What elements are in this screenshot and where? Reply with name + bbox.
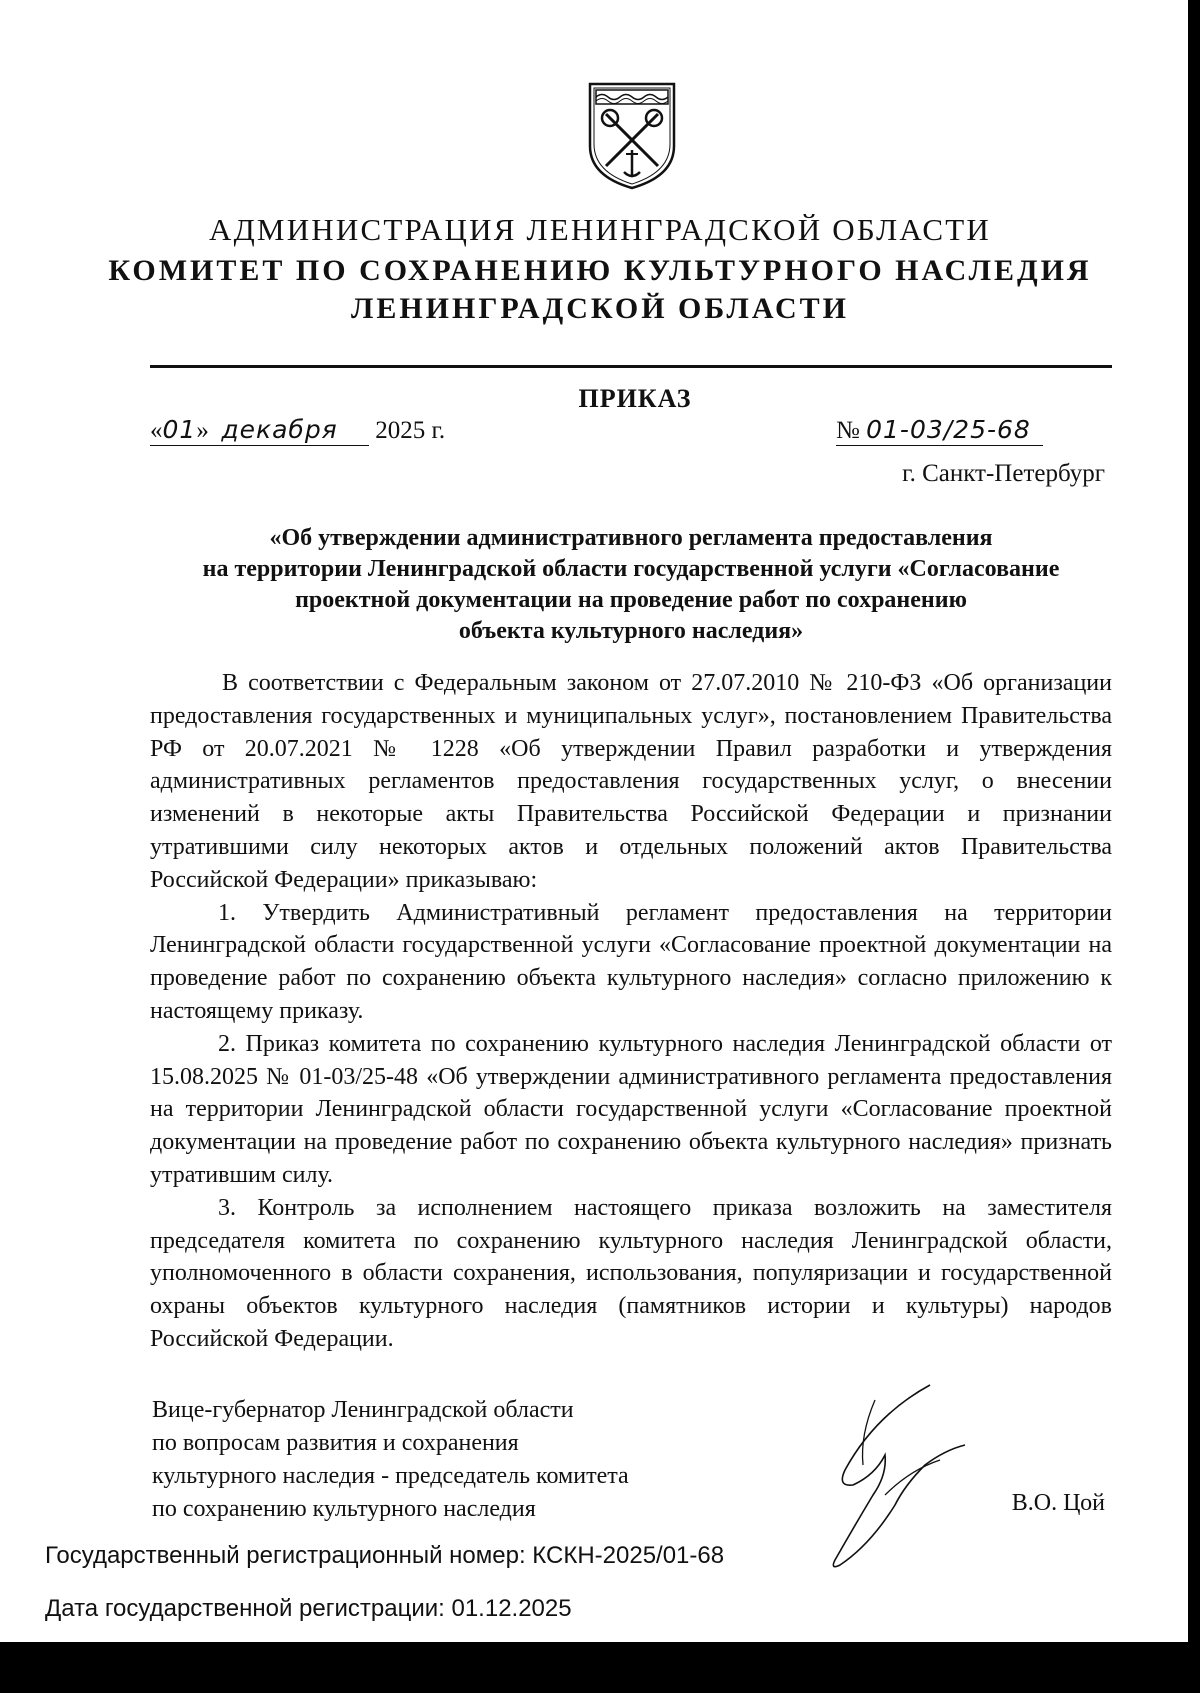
order-item-1: 1. Утвердить Административный регламент предоставления на территории Ленинградской области государственной услуги «Согласование проектной документации на проведение работ по сохранению объекта культурного наследия» согласно приложению к настоящему приказу. <box>150 899 1112 1024</box>
order-number <box>836 416 1043 446</box>
date-month: декабря <box>221 415 338 444</box>
title-line: «Об утверждении административного регламента предоставления <box>269 525 993 551</box>
title-line: объекта культурного наследия» <box>458 618 804 644</box>
order-city: г. Санкт-Петербург <box>902 460 1105 487</box>
order-item-3: 3. Контроль за исполнением настоящего приказа возложить на заместителя председателя комитета по сохранению культурного наследия Ленинградской области, уполномоченного в области сохранения, использования, популяризации и государственной охраны объектов культурного наследия (памятников истории и культуры) народов Российской Федерации. <box>150 1194 1112 1352</box>
registration-date: Дата государственной регистрации: 01.12.2025 <box>45 1595 572 1622</box>
preamble-paragraph: В соответствии с Федеральным законом от 27.07.2010 № 210-ФЗ «Об организации предоставления государственных и муниципальных услуг», постановлением Правительства РФ от 20.07.2021 № 1228 «Об утверждении Правил разработки и утверждения административных регламентов предоставления государственных услуг, о внесении изменений в некоторые акты Правительства Российской Федерации и признании утратившими силу некоторых актов и отдельных положений актов Правительства Российской Федерации» приказываю: <box>150 670 1112 893</box>
order-body <box>150 667 1112 1356</box>
scan-bottom-band <box>0 1642 1200 1693</box>
date-open-quote: « <box>150 417 163 444</box>
document-type-label: ПРИКАЗ <box>578 384 692 413</box>
position-line: по сохранению культурного наследия <box>152 1496 536 1522</box>
number-value: 01-03/25-68 <box>866 415 1031 444</box>
order-date <box>150 416 445 446</box>
number-prefix: № <box>836 417 860 444</box>
position-line: культурного наследия - председатель комитета <box>152 1463 629 1489</box>
coat-of-arms-icon <box>584 80 680 192</box>
date-year: 2025 г. <box>375 417 446 444</box>
scan-edge <box>1188 0 1200 1693</box>
date-day: 01 <box>162 415 197 444</box>
title-line: на территории Ленинградской области государственной услуги «Согласование <box>202 556 1060 582</box>
handwritten-signature <box>815 1375 975 1575</box>
signatory-name: В.О. Цой <box>1011 1490 1105 1516</box>
title-line: проектной документации на проведение работ по сохранению <box>295 587 967 613</box>
header-divider <box>150 365 1112 368</box>
signatory-position <box>152 1394 629 1526</box>
committee-region: ЛЕНИНГРАДСКОЙ ОБЛАСТИ <box>350 292 850 325</box>
registration-number: Государственный регистрационный номер: КСКН-2025/01-68 <box>45 1542 725 1569</box>
position-line: Вице-губернатор Ленинградской области <box>152 1397 574 1423</box>
order-title <box>150 523 1112 647</box>
date-close-quote: » <box>196 417 209 444</box>
position-line: по вопросам развития и сохранения <box>152 1430 519 1456</box>
committee-name: КОМИТЕТ ПО СОХРАНЕНИЮ КУЛЬТУРНОГО НАСЛЕДИЯ <box>108 254 1092 287</box>
order-item-2: 2. Приказ комитета по сохранению культурного наследия Ленинградской области от 15.08.2025 № 01-03/25-48 «Об утверждении административного регламента предоставления на территории Ленинградской области государственной услуги «Согласование проектной документации на проведение работ по сохранению объекта культурного наследия» признать утратившим силу. <box>150 1030 1112 1188</box>
administration-name: АДМИНИСТРАЦИЯ ЛЕНИНГРАДСКОЙ ОБЛАСТИ <box>209 212 991 247</box>
